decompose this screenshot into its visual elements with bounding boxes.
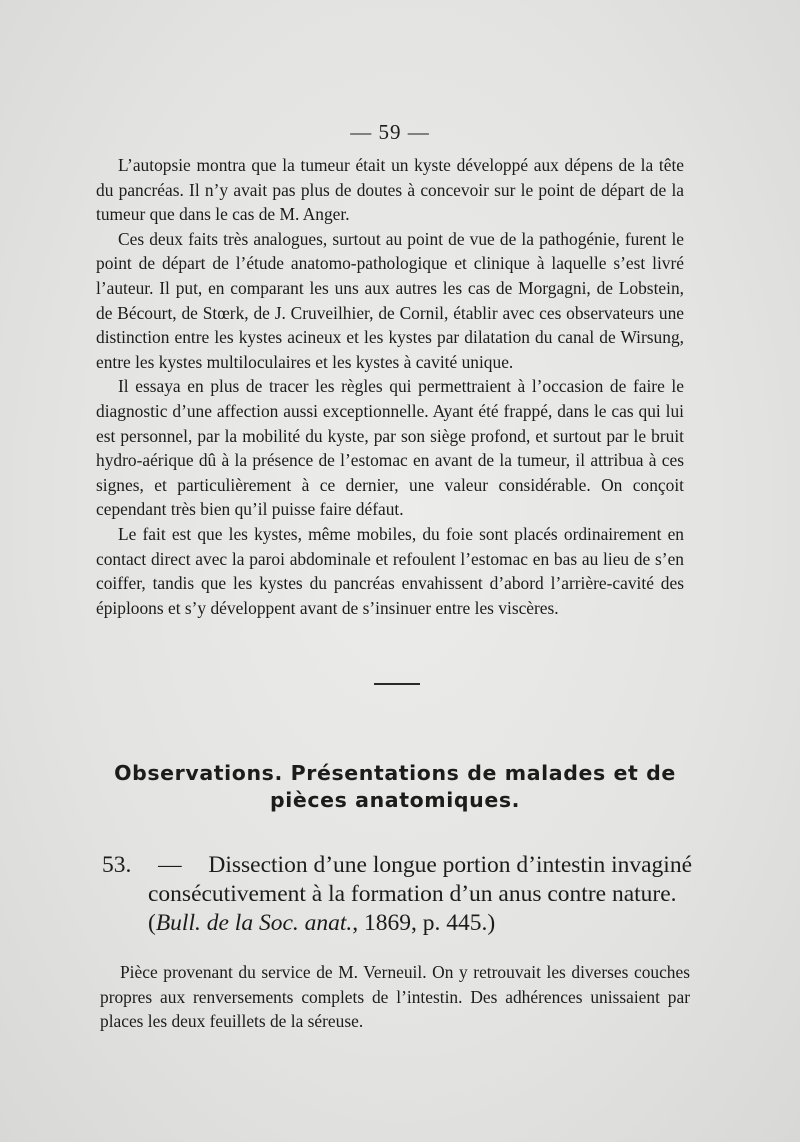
paragraph: Ces deux faits très analogues, surtout au point de vue de la pathogénie, furent le point de départ de l’étude anatomo-pathologique et clinique à laquelle s’est livré l’auteur. Il put, en comparant les uns aux autres les cas de Morgagni, de Lobstein, de Bécourt, de Stœrk, de J. Cruveilhier, de Cornil, établir avec ces observateurs une distinction entre les kystes acineux et les kystes par dilatation du canal de Wirsung, entre les kystes multiloculaires et les kystes à cavité unique. (96, 228, 684, 372)
observation-heading (102, 851, 692, 938)
observation-title-continued (102, 880, 692, 938)
observation-text (100, 960, 690, 1034)
separator-rule (374, 683, 420, 685)
paragraph: Pièce provenant du service de M. Verneuil. On y retrouvait les diverses couches propres aux renversements complets de l’intestin. Des adhérences unissaient par places les deux feuillets de la séreuse. (100, 962, 690, 1032)
body-text (96, 153, 684, 620)
observation-citation (148, 909, 692, 938)
observation-title: Dissection d’une longue portion d’intestin invaginé (208, 852, 692, 878)
page-number: — 59 — (350, 120, 430, 144)
observation-title-line (102, 851, 692, 880)
paragraph: L’autopsie montra que la tumeur était un kyste développé aux dépens de la tête du pancréas. Il n’y avait pas plus de doutes à concevoir sur le point de départ de la tumeur que dans le cas de M. Anger. (96, 155, 684, 225)
paragraph: Le fait est que les kystes, même mobiles, du foie sont placés ordinairement en contact direct avec la paroi abdominale et refoulent l’estomac en bas au lieu de s’en coiffer, tandis que les kystes du pancréas envahissent d’abord l’arrière-cavité des épiploons et s’y développent avant de s’insinuer entre les viscères. (96, 523, 684, 618)
citation-open: ( (148, 910, 156, 936)
citation-source: Bull. de la Soc. anat. (155, 910, 353, 936)
observation-dash: — (158, 852, 182, 878)
paragraph: Il essaya en plus de tracer les règles qui permettraient à l’occasion de faire le diagnostic d’une affection aussi exceptionnelle. Ayant été frappé, dans le cas qui lui est personnel, par la mobilité du kyste, par son siège profond, et surtout par le bruit hydro-aérique dû à la présence de l’estomac en avant de la tumeur, il attribua à ces signes, et particulièrement à ce dernier, une valeur considérable. On conçoit cependant très bien qu’il puisse faire défaut. (96, 376, 684, 520)
observation-title-rest: consécutivement à la formation d’un anus contre nature. (148, 881, 677, 907)
citation-details: , 1869, p. 445.) (352, 910, 496, 936)
observation-number: 53. (102, 852, 132, 878)
section-heading: Observations. Présentations de malades et de pièces anatomiques. (114, 761, 676, 812)
